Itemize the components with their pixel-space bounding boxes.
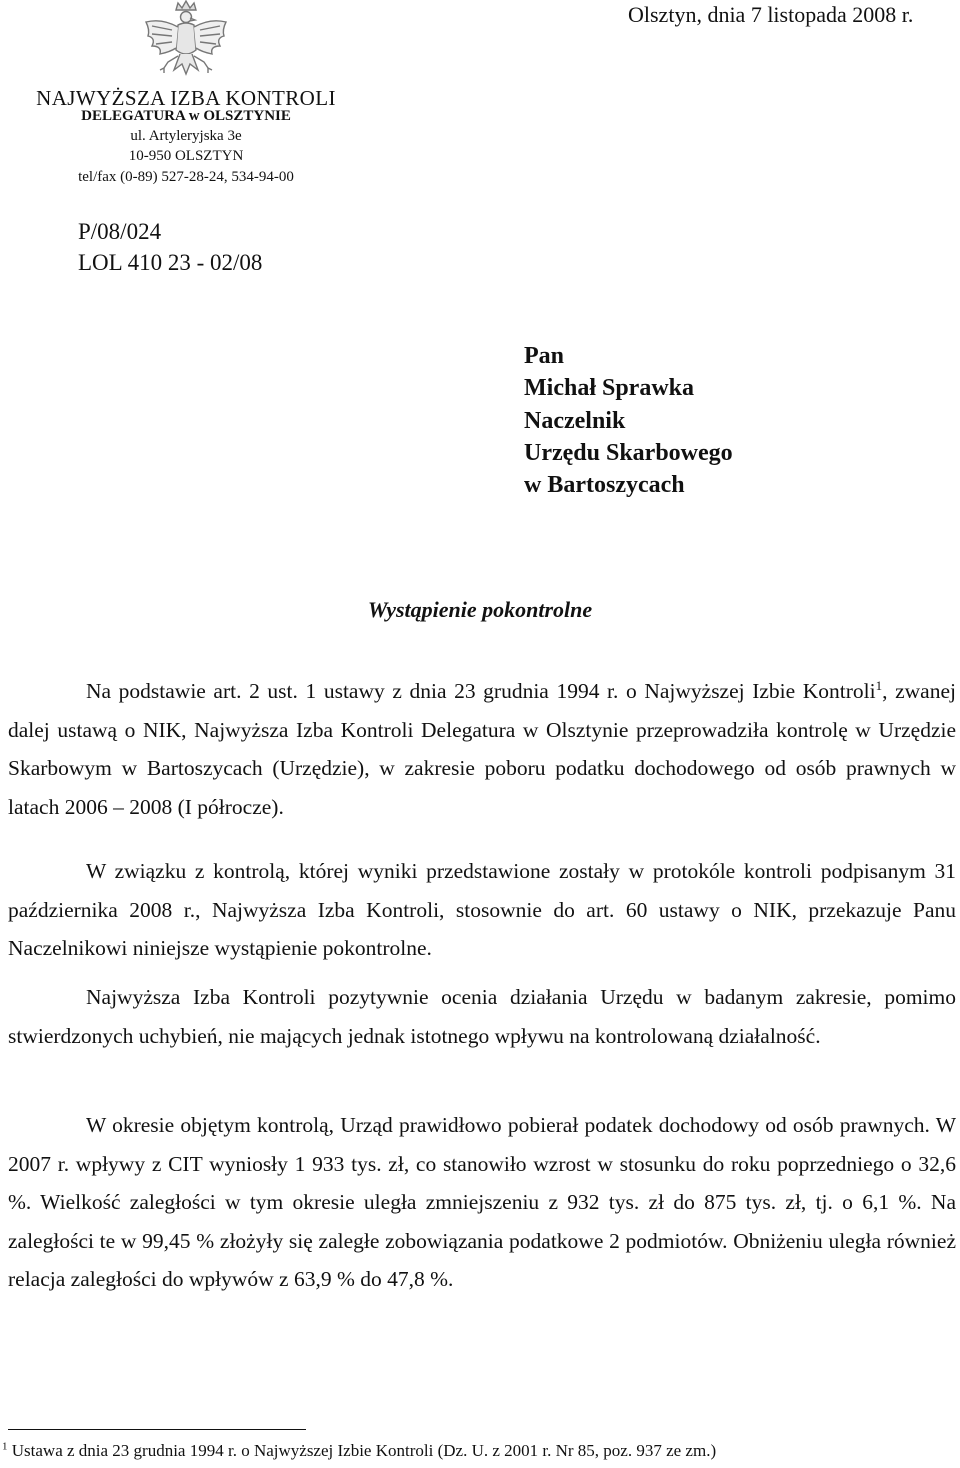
paragraph-assessment — [8, 978, 956, 1055]
addressee-office: Urzędu Skarbowego — [524, 440, 733, 466]
paragraph-legal-basis — [8, 672, 956, 826]
paragraph-legal-basis-lead: Na podstawie art. 2 ust. 1 ustawy z dnia 23 grudnia 1994 r. o Najwyższej Izbie Kontroli — [86, 679, 876, 703]
institution-postal: 10-950 OLSZTYN — [128, 148, 244, 164]
addressee-name: Michał Sprawka — [524, 375, 695, 401]
addressee-salutation: Pan — [524, 343, 565, 369]
footnote-mark: 1 — [2, 1440, 8, 1453]
paragraph-protocol-text: W związku z kontrolą, której wyniki przedstawione zostały w protokóle kontroli podpisanym 31 października 2008 r., Najwyższa Izba Kontroli, stosownie do art. 60 ustawy o NIK, przekazuje Panu Naczelnikowi niniejsze wystąpienie pokontrolne. — [8, 859, 956, 960]
footnote-text: Ustawa z dnia 23 grudnia 1994 r. o Najwyższej Izbie Kontroli (Dz. U. z 2001 r. Nr 85, poz. 937 ze zm.) — [7, 1441, 717, 1460]
paragraph-assessment-text: Najwyższa Izba Kontroli pozytywnie ocenia działania Urzędu w badanym zakresie, pomimo stwierdzonych uchybień, nie mających jednak istotnego wpływu na kontrolowaną działalność. — [8, 985, 956, 1048]
institution-street: ul. Artyleryjska 3e — [130, 128, 242, 144]
institution-name: NAJWYŻSZA IZBA KONTROLI — [36, 86, 336, 110]
paragraph-findings — [8, 1106, 956, 1299]
paragraph-protocol — [8, 852, 956, 968]
file-number: LOL 410 23 - 02/08 — [78, 250, 263, 275]
footnote-reference: 1 — [875, 677, 883, 693]
document-subject: Wystąpienie pokontrolne — [367, 597, 593, 622]
date-line: Olsztyn, dnia 7 listopada 2008 r. — [628, 2, 914, 27]
paragraph-findings-text: W okresie objętym kontrolą, Urząd prawidłowo pobierał podatek dochodowy od osób prawnych. W 2007 r. wpływy z CIT wyniosły 1 933 tys. zł, co stanowiło wzrost w stosunku do roku poprzedniego o 32,6 %. Wielkość zaległości w tym okresie uległa zmniejszeniu z 932 tys. zł do 875 tys. zł, tj. o 6,1 %. Na zaległości te w 99,45 % złożyły się zaległe zobowiązania podatkowe 2 podmiotów. Obniżeniu uległa również relacja zaległości do wpływów z 63,9 % do 47,8 %. — [8, 1113, 956, 1291]
institution-phone: tel/fax (0-89) 527-28-24, 534-94-00 — [78, 169, 294, 185]
addressee-location: w Bartoszycach — [524, 472, 685, 498]
polish-eagle-emblem-icon — [138, 0, 234, 86]
case-number: P/08/024 — [78, 219, 162, 244]
addressee-title: Naczelnik — [524, 408, 626, 434]
footnote-separator — [8, 1429, 306, 1430]
paragraph-legal-basis-rest: , zwanej dalej ustawą o NIK, Najwyższa Izba Kontroli Delegatura w Olsztynie przeprowadziła kontrolę w Urzędzie Skarbowym w Bartoszycach (Urzędzie), w zakresie poboru podatku dochodowego od osób prawnych w latach 2006 – 2008 (I półrocze). — [8, 679, 956, 819]
institution-delegation: DELEGATURA w OLSZTYNIE — [81, 108, 291, 124]
footnote — [2, 1441, 716, 1461]
